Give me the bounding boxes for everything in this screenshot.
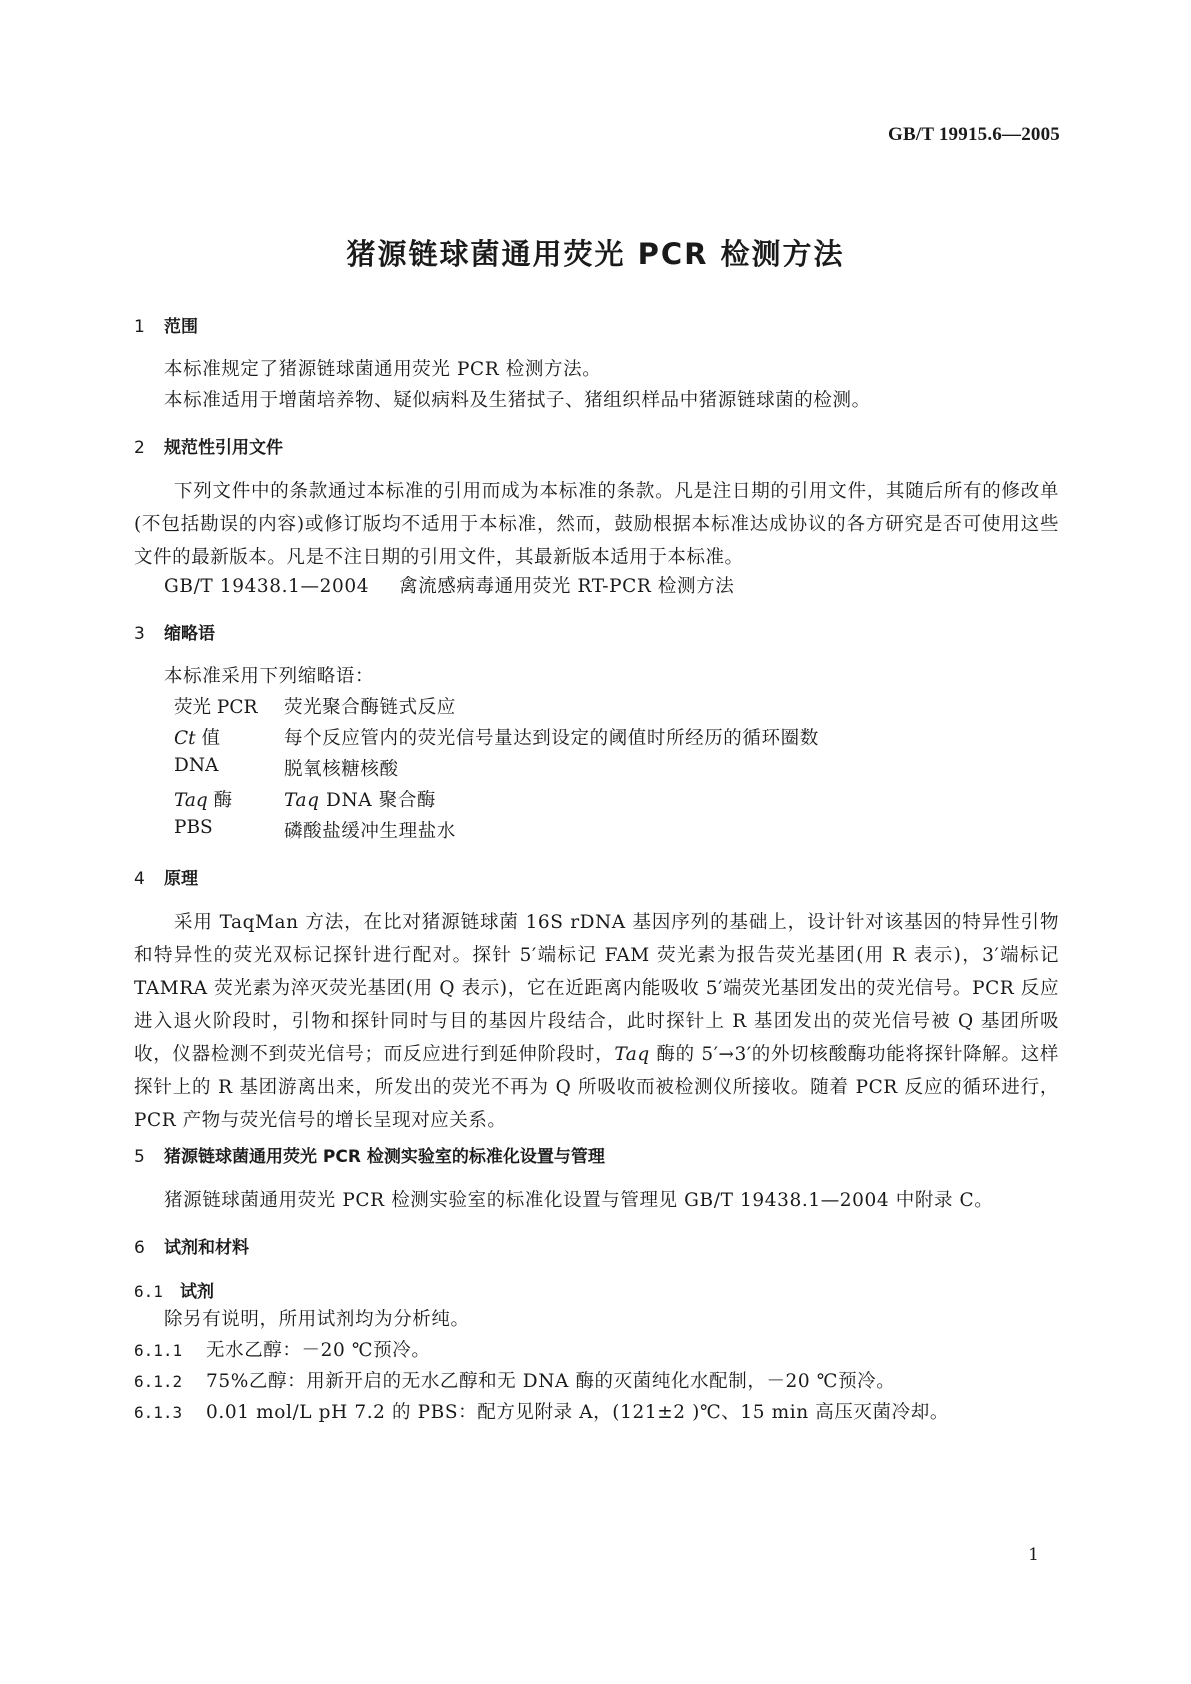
section-number: 6 [134,1238,145,1258]
abbreviation-definition: Taq DNA 聚合酶 [284,790,437,811]
section-1-paragraph-1: 本标准规定了猪源链球菌通用荧光 PCR 检测方法。 [164,359,602,380]
normative-reference [164,572,734,598]
item-text: 75%乙醇：用新开启的无水乙醇和无 DNA 酶的灭菌纯化水配制，－20 ℃预冷。 [206,1371,896,1392]
section-number: 3 [134,624,145,644]
section-4-paragraph: 采用 TaqMan 方法，在比对猪源链球菌 16S rDNA 基因序列的基础上，设计针对该基因的特异性引物和特异性的荧光双标记探针进行配对。探针 5′端标记 FAM 荧光素为报告荧光基团(用 R 表示)，3′端标记 TAMRA 荧光素为淬灭荧光基团(用 Q 表示)，它在近距离内能吸收 5′端荧光基团发出的荧光信号。PCR 反应进入退火阶段时，引物和探针同时与目的基因片段结合，此时探针上 R 基团发出的荧光信号被 Q 基团所吸收，仪器检测不到荧光信号；而反应进行到延伸阶段时，Taq 酶的 5′→3′的外切核酸酶功能将探针降解。这样探针上的 R 基团游离出来，所发出的荧光不再为 Q 所吸收而被检测仪所接收。随着 PCR 反应的循环进行，PCR 产物与荧光信号的增长呈现对应关系。 [134,912,1059,1131]
reference-code: GB/T 19438.1—2004 [164,576,370,597]
abbreviation-term: DNA [174,755,219,776]
reagent-item [134,1336,430,1362]
section-number: 1 [134,317,145,337]
section-1-paragraph-2: 本标准适用于增菌培养物、疑似病料及生猪拭子、猪组织样品中猪源链球菌的检测。 [164,390,871,411]
section-title: 规范性引用文件 [164,438,283,458]
reagent-item [134,1367,895,1393]
standard-number: GB/T 19915.6—2005 [888,124,1060,145]
reference-title: 禽流感病毒通用荧光 RT-PCR 检测方法 [399,576,735,597]
abbreviation-term: 荧光 PCR [174,697,258,718]
reagents-intro: 除另有说明，所用试剂均为分析纯。 [164,1309,470,1330]
abbreviation-definition: 每个反应管内的荧光信号量达到设定的阈值时所经历的循环圈数 [284,728,819,749]
abbreviation-definition: 脱氧核糖核酸 [284,759,399,780]
section-1-heading [134,312,198,337]
section-title: 猪源链球菌通用荧光 PCR 检测实验室的标准化设置与管理 [164,1147,605,1167]
section-4-heading [134,864,198,889]
abbreviation-term: PBS [174,817,213,838]
section-title: 缩略语 [164,624,215,644]
section-6-heading [134,1233,249,1258]
subsection-6-1-heading [134,1277,214,1302]
item-text: 无水乙醇：－20 ℃预冷。 [206,1340,431,1361]
page-number: 1 [1028,1545,1039,1565]
subsection-number: 6.1 [134,1282,163,1301]
section-2-heading [134,433,283,458]
section-number: 2 [134,438,145,458]
item-number: 6.1.3 [134,1403,183,1422]
section-title: 原理 [164,869,198,889]
abbreviation-intro: 本标准采用下列缩略语： [164,666,375,687]
section-title: 试剂和材料 [164,1238,249,1258]
section-5-heading [134,1142,605,1167]
item-number: 6.1.1 [134,1341,183,1360]
section-2-paragraph: 下列文件中的条款通过本标准的引用而成为本标准的条款。凡是注日期的引用文件，其随后所有的修改单(不包括勘误的内容)或修订版均不适用于本标准，然而，鼓励根据本标准达成协议的各方研究是否可使用这些文件的最新版本。凡是不注日期的引用文件，其最新版本适用于本标准。 [134,481,1059,568]
section-number: 4 [134,869,145,889]
section-number: 5 [134,1147,145,1167]
abbreviation-definition: 磷酸盐缓冲生理盐水 [284,821,456,842]
abbreviation-term: Ct 值 [174,728,220,749]
item-number: 6.1.2 [134,1372,183,1391]
document-title: 猪源链球菌通用荧光 PCR 检测方法 [346,237,845,271]
item-text: 0.01 mol/L pH 7.2 的 PBS：配方见附录 A，(121±2 )℃、15 min 高压灭菌冷却。 [206,1402,949,1423]
subsection-title: 试剂 [180,1282,214,1302]
reagent-item [134,1398,949,1424]
section-3-heading [134,619,215,644]
abbreviation-term: Taq 酶 [174,790,233,811]
section-5-paragraph: 猪源链球菌通用荧光 PCR 检测实验室的标准化设置与管理见 GB/T 19438.1—2004 中附录 C。 [164,1190,994,1211]
section-title: 范围 [164,317,198,337]
abbreviation-definition: 荧光聚合酶链式反应 [284,697,456,718]
